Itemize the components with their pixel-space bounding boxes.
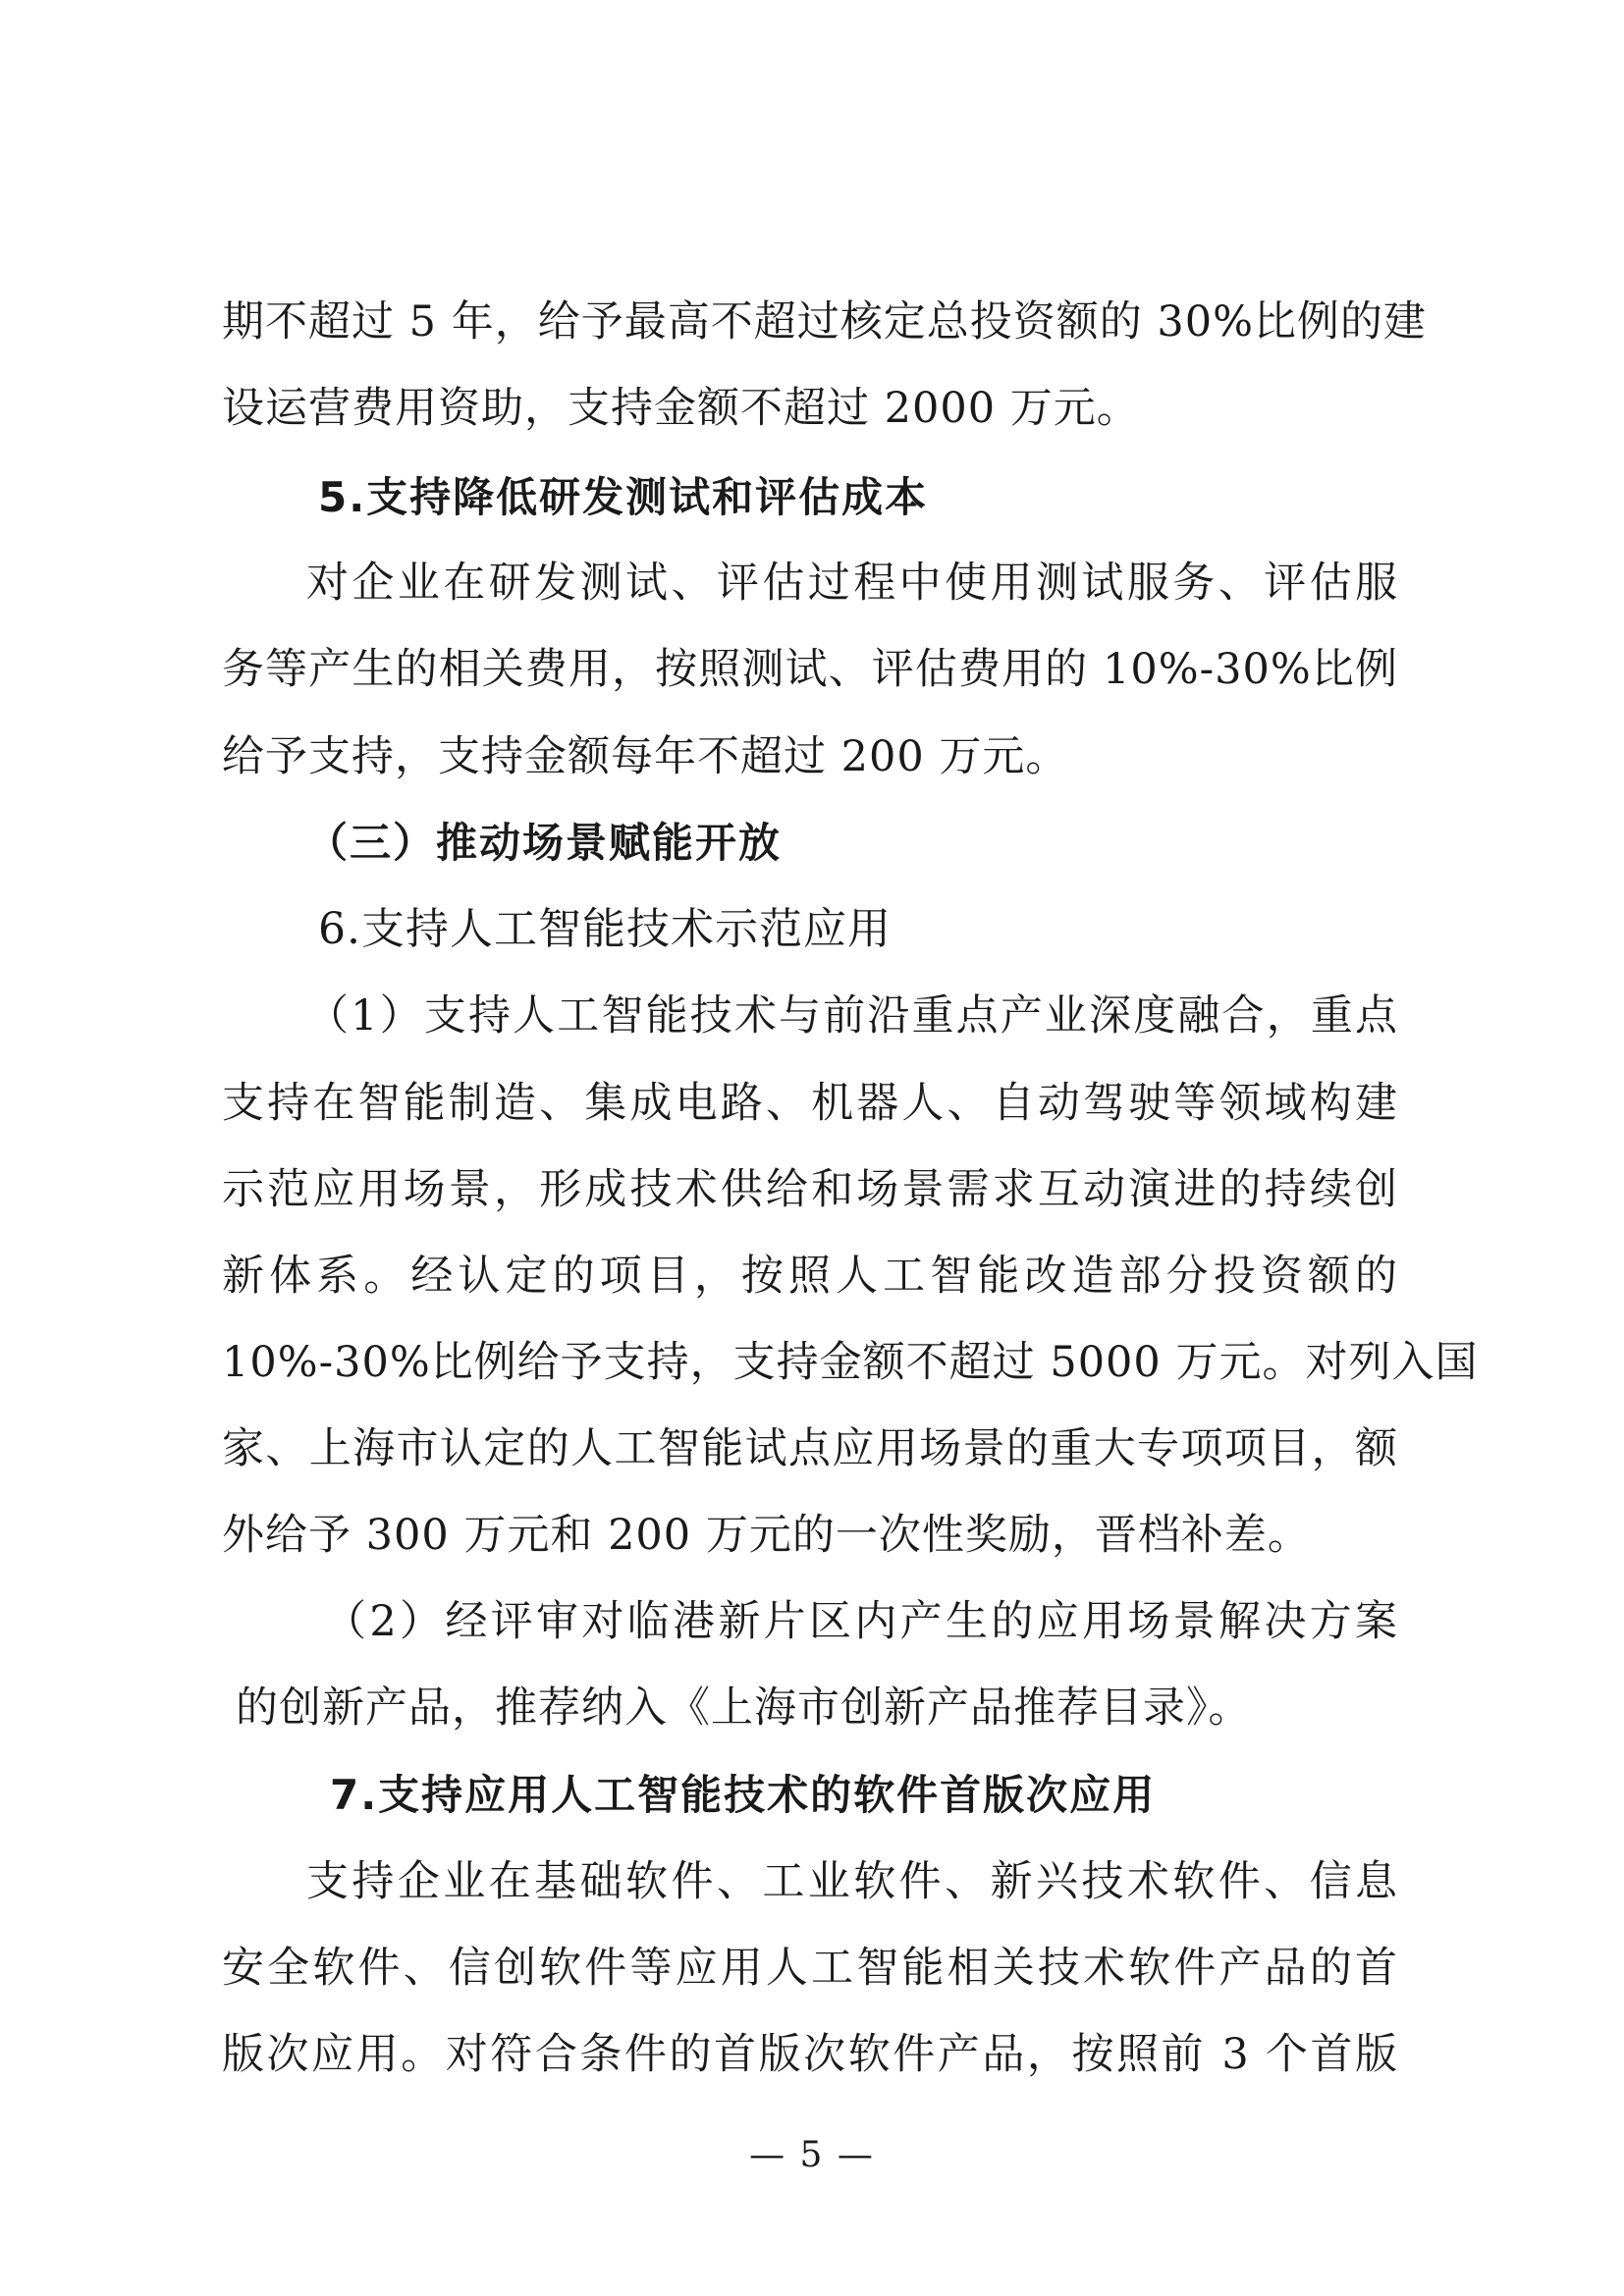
body-line-11: 示范应用场景，形成技术供给和场景需求互动演进的持续创 bbox=[222, 1165, 1398, 1214]
body-line-9: （1）支持人工智能技术与前沿重点产业深度融合，重点 bbox=[306, 991, 1398, 1041]
body-line-17: 的创新产品，推荐纳入《上海市创新产品推荐目录》。 bbox=[236, 1683, 1252, 1733]
body-line-21: 版次应用。对符合条件的首版次软件产品，按照前 3 个首版 bbox=[222, 2030, 1398, 2079]
body-line-20: 安全软件、信创软件等应用人工智能相关技术软件产品的首 bbox=[222, 1944, 1398, 1993]
section-heading-3: （三）推动场景赋能开放 bbox=[306, 819, 783, 867]
section-heading-7: 7.支持应用人工智能技术的软件首版次应用 bbox=[330, 1771, 1157, 1819]
body-line-10: 支持在智能制造、集成电路、机器人、自动驾驶等领域构建 bbox=[222, 1079, 1398, 1128]
body-line-4: 对企业在研发测试、评估过程中使用测试服务、评估服 bbox=[306, 559, 1398, 608]
section-heading-5: 5.支持降低研发测试和评估成本 bbox=[318, 473, 929, 521]
subsection-heading-6: 6.支持人工智能技术示范应用 bbox=[318, 904, 892, 954]
body-line-15: 外给予 300 万元和 200 万元的一次性奖励，晋档补差。 bbox=[222, 1511, 1311, 1560]
body-line-2: 设运营费用资助，支持金额不超过 2000 万元。 bbox=[222, 384, 1140, 433]
body-line-14: 家、上海市认定的人工智能试点应用场景的重大专项项目，额 bbox=[222, 1424, 1398, 1473]
body-line-5: 务等产生的相关费用，按照测试、评估费用的 10%-30%比例 bbox=[222, 645, 1398, 694]
body-line-19: 支持企业在基础软件、工业软件、新兴技术软件、信息 bbox=[306, 1857, 1398, 1906]
page-number: — 5 — bbox=[749, 2135, 875, 2175]
body-line-13: 10%-30%比例给予支持，支持金额不超过 5000 万元。对列入国 bbox=[222, 1338, 1479, 1387]
body-line-1: 期不超过 5 年，给予最高不超过核定总投资额的 30%比例的建 bbox=[222, 297, 1427, 347]
body-line-6: 给予支持，支持金额每年不超过 200 万元。 bbox=[222, 732, 1069, 781]
body-line-16: （2）经评审对临港新片区内产生的应用场景解决方案 bbox=[324, 1597, 1398, 1646]
body-line-12: 新体系。经认定的项目，按照人工智能改造部分投资额的 bbox=[222, 1252, 1398, 1301]
